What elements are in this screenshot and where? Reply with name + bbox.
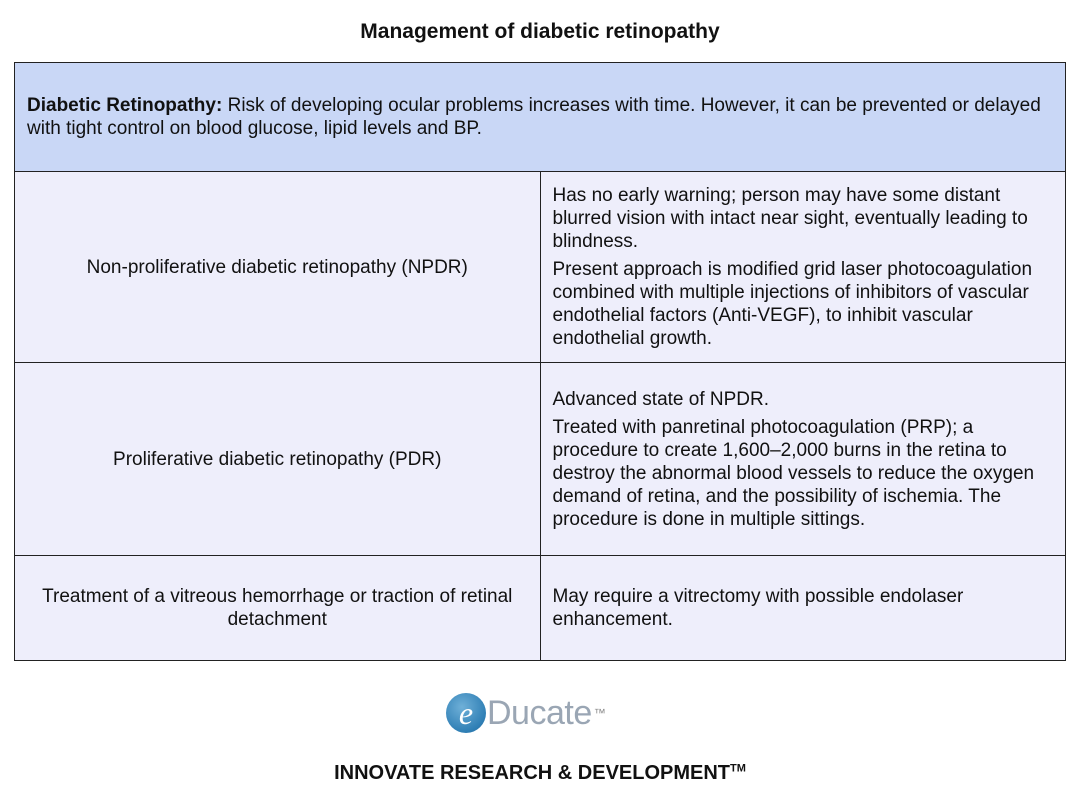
table-row bbox=[15, 556, 1066, 661]
intro-cell bbox=[15, 63, 1066, 172]
intro-text: Risk of developing ocular problems increases with time. However, it can be prevented or delayed with tight control on blood glucose, lipid levels and BP. bbox=[27, 95, 1041, 139]
detail-text: Present approach is modified grid laser photocoagulation combined with multiple injections of inhibitors of vascular endothelial factors (Anti-VEGF), to inhibit vascular endothelial growth. bbox=[552, 259, 1033, 349]
retinopathy-table bbox=[14, 62, 1066, 661]
footer-brand bbox=[0, 762, 1080, 785]
logo-e-icon: e bbox=[446, 693, 486, 733]
intro-label: Diabetic Retinopathy: bbox=[27, 95, 223, 116]
condition-cell: Treatment of a vitreous hemorrhage or traction of retinal detachment bbox=[15, 556, 541, 661]
page-title: Management of diabetic retinopathy bbox=[360, 20, 720, 43]
footer-text: INNOVATE RESEARCH & DEVELOPMENT bbox=[334, 762, 731, 784]
condition-cell: Non-proliferative diabetic retinopathy (NPDR) bbox=[15, 172, 541, 363]
logo-text: Ducate bbox=[487, 693, 592, 732]
detail-text: May require a vitrectomy with possible endolaser enhancement. bbox=[552, 586, 964, 630]
footer-trademark: TM bbox=[730, 762, 746, 775]
details-cell bbox=[540, 556, 1066, 661]
details-cell bbox=[540, 172, 1066, 363]
logo-trademark: ™ bbox=[593, 706, 606, 720]
educate-logo bbox=[446, 690, 606, 736]
condition-cell: Proliferative diabetic retinopathy (PDR) bbox=[15, 363, 541, 556]
details-cell bbox=[540, 363, 1066, 556]
detail-text: Has no early warning; person may have some distant blurred vision with intact near sight, eventually leading to blindness. bbox=[552, 185, 1028, 252]
intro-paragraph bbox=[27, 94, 1053, 140]
detail-text: Treated with panretinal photocoagulation (PRP); a procedure to create 1,600–2,000 burns in the retina to destroy the abnormal blood vessels to reduce the oxygen demand of retina, and the possibility of ischemia. The procedure is done in multiple sittings. bbox=[552, 416, 1035, 530]
table-row bbox=[15, 172, 1066, 363]
table-row bbox=[15, 363, 1066, 556]
detail-text: Advanced state of NPDR. bbox=[552, 388, 769, 410]
